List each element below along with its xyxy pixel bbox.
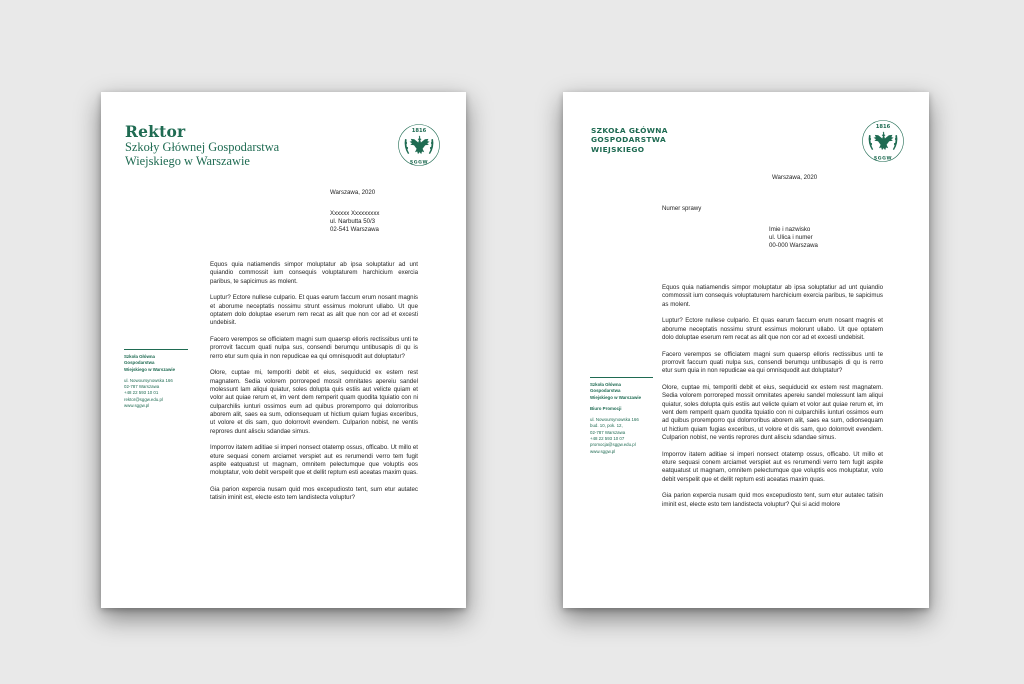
university-name-line: GOSPODARSTWA (591, 135, 667, 145)
university-name (591, 126, 731, 154)
address-line: ul. Narbutta 50/3 (330, 217, 376, 225)
eagle-emblem-icon (861, 119, 905, 163)
letterhead-office-page (563, 92, 929, 608)
sidebar-rule (590, 377, 653, 378)
body-paragraph: Equos quia natiamendis simpor moluptatur ab ipsa soluptatiur ad unt quiandio commossit ium consequis voluptaturem harchicium exercia paribus, te sapicimus as molent. (662, 284, 883, 308)
address-line: ul. Ulica i numer (769, 233, 813, 241)
recipient-address (330, 210, 379, 233)
sidebar-department: Biuro Promocji (590, 405, 622, 411)
sidebar-contact-line: www.sggw.pl (590, 448, 616, 454)
sidebar-org-line: Szkoła Główna (590, 382, 621, 387)
body-paragraph: Gia parion expercia nusam quid mos excepudiosto tent, sum etur autatec tatisin iminit est, electe esto tem landistecta voluptur? Qui si acid molore (662, 492, 883, 508)
address-line: Imie i nazwisko (769, 226, 811, 233)
sidebar-contact (124, 349, 188, 409)
subtitle-line: Szkoły Głównej Gospodarstwa (125, 140, 280, 154)
address-line: Xxxxxx Xxxxxxxxx (330, 210, 380, 217)
body-paragraph: Gia parion expercia nusam quid mos excepudiosto tent, sum etur autatec tatisin iminit est, electe esto tem landistecta voluptur? (210, 486, 418, 502)
eagle-emblem-icon (397, 123, 441, 167)
emblem-ring-text: SGGW (873, 156, 893, 162)
sidebar-contact-line: ul. Nowoursynowska 166 (590, 417, 639, 423)
address-line: 02-541 Warszawa (330, 225, 379, 233)
date-line: Warszawa, 2020 (330, 189, 376, 196)
emblem-year: 1816 (875, 124, 891, 131)
letterhead-title: Rektor (125, 122, 186, 141)
sidebar-contact-line: promocja@sggw.edu.pl (590, 442, 636, 448)
sidebar-contact-line: ul. Nowoursynowska 166 (124, 377, 173, 383)
recipient-address (769, 226, 818, 249)
sidebar-org-line: Wiejskiego w Warszawie (124, 366, 176, 372)
sidebar-contact-line: www.sggw.pl (124, 403, 150, 409)
body-paragraph: Equos quia natiamendis simpor moluptatur ab ipsa soluptatiur ad unt quiandio commossit ium consequis voluptaturem harchicium exercia paribus, te sapicimus as molent. (210, 261, 418, 285)
sidebar-contact-line: +48 22 593 10 07 (590, 436, 625, 442)
sidebar-org-line: Szkoła Główna (124, 354, 155, 359)
sidebar-org-line: Wiejskiego w Warszawie (590, 394, 642, 400)
university-name-line: WIEJSKIEGO (591, 144, 645, 154)
sidebar-contact-line: bud. 10, pok. 12, (590, 423, 623, 429)
sidebar-contact-line: rektor@sggw.edu.pl (124, 396, 163, 402)
letterhead-rektor-page (101, 92, 466, 608)
body-paragraph: Facero verempos se officiatem magni sum quaersp elloris rectissibus unti te prorrovit faccum quati nulpa sus, consendi berumqu untibusapis di qu is rerro etur sum quia in non repudicae ea qui omnisquodit aut doluptatur? (662, 350, 883, 375)
body-paragraph: Olore, cuptae mi, temporiti debit et eius, sequiducid ex estem rest magnatem. Sedia volorem porroreped mossit omnitates apereiu sandel molessunt lam aliqui quiatur, soles dolupta quis estiis aut velicte quiam et volor aut quiae rerum et, im vent dem remperit quam quodita tquiatio con ni culparchilis iunturi ossimos eum ad quibus proremporro qui dolorroribus aborem alit, saes ea sum, odionsequam ut hictium quiam fugias exceribus, ut volore et dis sam, quo dolorrovit evendem. Culparion nobist, ne ventis reprores dunt alisciu sdandae simus. (662, 383, 883, 442)
date-line: Warszawa, 2020 (772, 174, 818, 181)
sidebar-org-line: Gospodarstwa (590, 388, 621, 394)
emblem-year: 1816 (411, 128, 427, 135)
subtitle-line: Wiejskiego w Warszawie (125, 154, 250, 168)
sidebar-contact (590, 377, 653, 455)
address-line: 00-000 Warszawa (769, 241, 818, 249)
body-paragraph: Luptur? Ectore nullese culpario. Et quas earum faccum erum nosant magnis et aborume neceptatis nossimu strunt essimus molorunt ullabo. Ut que optatem dolo doluptae eserum rem recat as alit que non cor ad et excesti undebisit. (210, 294, 418, 327)
emblem-ring-text: SGGW (409, 160, 429, 166)
letterhead-subtitle (125, 140, 345, 168)
sidebar-contact-line: 02-787 Warszawa (124, 384, 160, 390)
body-paragraph: Facero verempos se officiatem magni sum quaersp elloris rectissibus unti te prorrovit faccum quati nulpa sus, consendi berumqu untibusapis di qu is rerro etur sum quia in non repudicae ea qui omnisquodit aut doluptatur? (210, 336, 418, 360)
body-paragraph: Olore, cuptae mi, temporiti debit et eius, sequiducid ex estem rest magnatem. Sedia volorem porroreped mossit omnitates apereiu sandel molessunt lam aliqui quiatur, soles dolupta quis estiis aut velicte quiam et volor aut quiae rerum et, im vent dem remperit quam quodita tquiatio con ni culparchilis iunturi ossimos eum ad quibus proremporro qui dolorroribus aborem alit, saes ea sum, odionsequam ut hictium quiam fugias exceribus, ut volore et dis sam, quo dolorrovit evendem. Culparion nobist, ne ventis reprores dunt alisciu sdandae simus. (210, 369, 418, 435)
sidebar-org-line: Gospodarstwa (124, 360, 155, 366)
body-paragraph: Luptur? Ectore nullese culpario. Et quas earum faccum erum nosant magnis et aborume neceptatis nossimu strunt essimus molorunt ullabo. Ut que optatem dolo doluptae eserum rem recat as alit que non cor ad et excesti undebisit. (662, 317, 883, 342)
sidebar-contact-line: 02-787 Warszawa (590, 429, 626, 435)
letter-body (210, 261, 418, 511)
body-paragraph: Imporrov itatem aditiae si imperi nonsect otatemp ossus, officabo. Ut millo et eture sequasi conem arciamet verspiet aut es rerumendi verro tem fugit aspite eatquatust ut magnam, omnitem pelectumque que voluptis eos moluptatur, volo debit verspelit que et dellit reptum esti aceatas maxim quas. (662, 450, 883, 483)
body-paragraph: Imporrov itatem aditiae si imperi nonsect otatemp ossus, officabo. Ut millo et eture sequasi conem arciamet verspiet aut es rerumendi verro tem fugit aspite eatquatust ut magnam, omnitem pelectumque que voluptis eos moluptatur, volo debit verspelit que et dellit reptum esti aceatas maxim quas. (210, 444, 418, 477)
university-name-line: SZKOŁA GŁÓWNA (591, 126, 668, 135)
sidebar-contact-line: +48 22 593 10 01 (124, 390, 159, 396)
sidebar-rule (124, 349, 188, 350)
letter-body (662, 284, 883, 517)
case-number-label: Numer sprawy (662, 205, 702, 212)
